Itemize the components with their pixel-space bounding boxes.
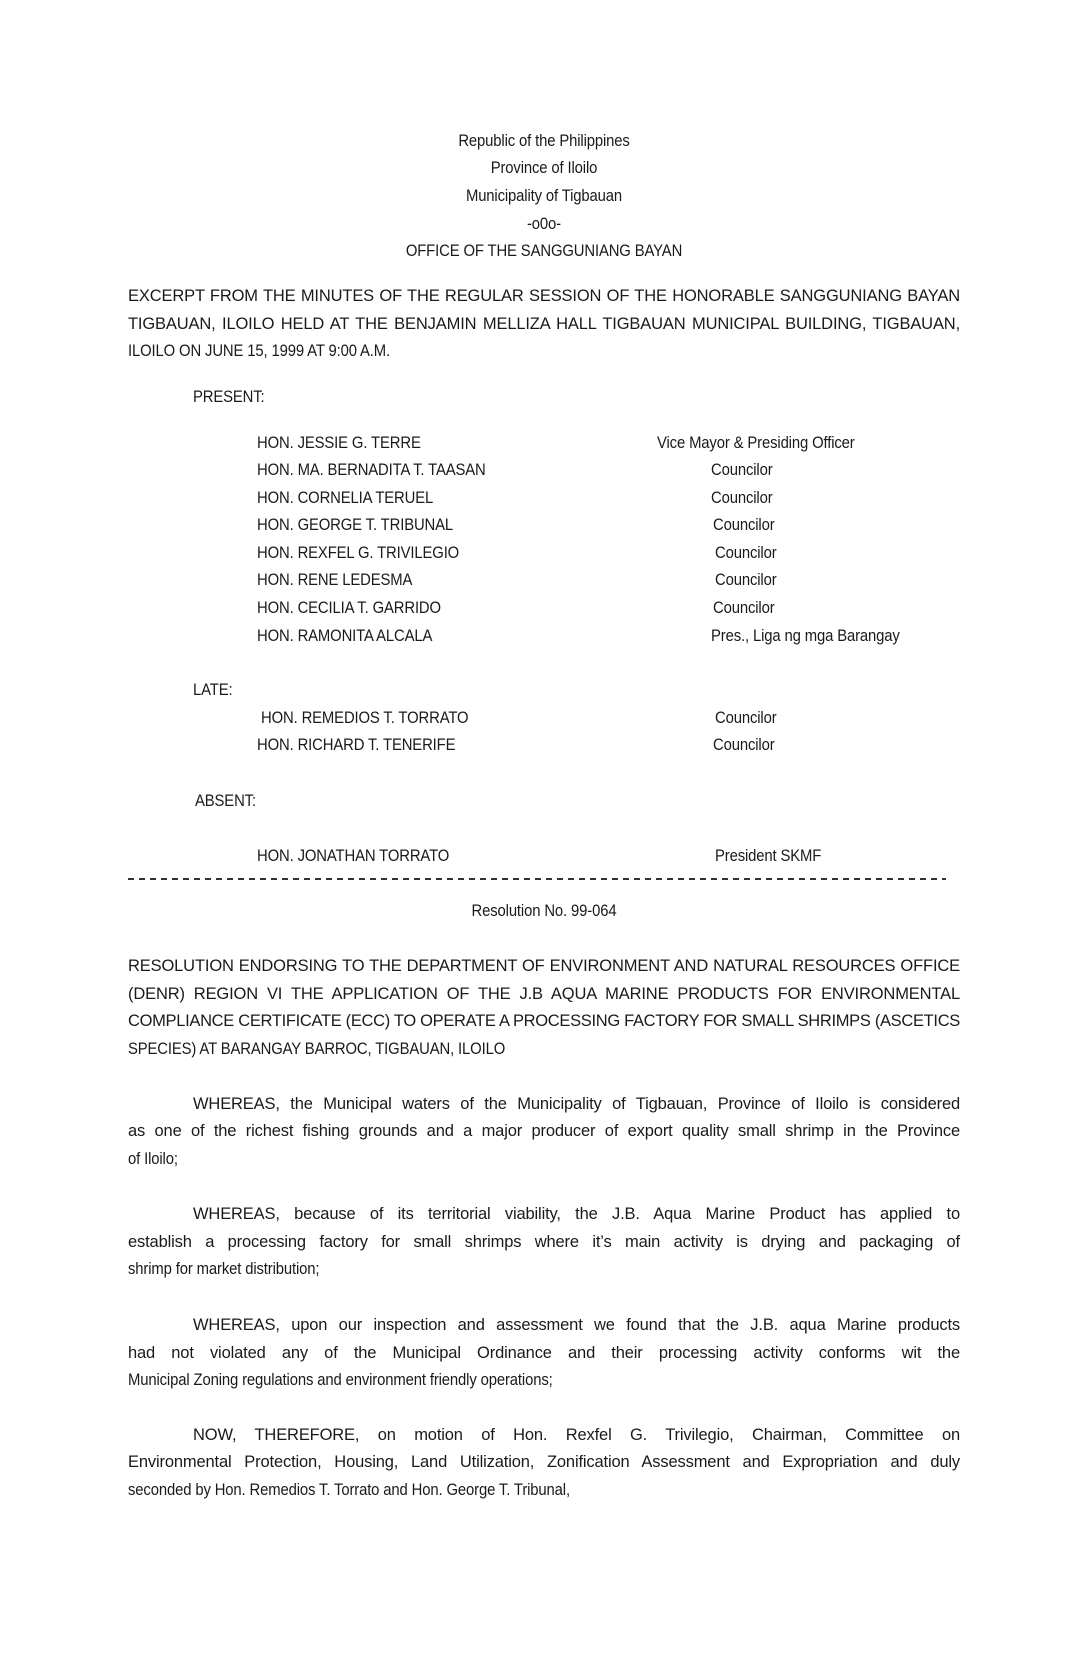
attendee-role: Councilor <box>715 709 777 727</box>
resolution-title-line: (DENR) REGION VI THE APPLICATION OF THE J.B AQUA MARINE PRODUCTS FOR ENVIRONMENTAL <box>128 985 960 1003</box>
excerpt-line-1: EXCERPT FROM THE MINUTES OF THE REGULAR SESSION OF THE HONORABLE SANGGUNIANG BAYAN <box>128 287 960 305</box>
header-office: OFFICE OF THE SANGGUNIANG BAYAN <box>405 242 683 260</box>
whereas-3-line: WHEREAS, upon our inspection and assessment we found that the J.B. aqua Marine products <box>193 1316 960 1334</box>
attendee-role: President SKMF <box>715 847 822 865</box>
attendee-role: Councilor <box>711 461 773 479</box>
attendee-role: Vice Mayor & Presiding Officer <box>657 434 855 452</box>
whereas-1-line: as one of the richest fishing grounds and a major producer of export quality small shrimp in the Province <box>128 1122 960 1140</box>
absent-label: ABSENT: <box>195 792 256 810</box>
attendee-role: Councilor <box>715 571 777 589</box>
dashed-separator <box>128 878 946 880</box>
whereas-3-line: had not violated any of the Municipal Ordinance and their processing activity conforms wit the <box>128 1344 960 1362</box>
attendee-name: HON. RENE LEDESMA <box>257 571 413 589</box>
attendee-name: HON. REMEDIOS T. TORRATO <box>261 709 469 727</box>
resolution-title-line: SPECIES) AT BARANGAY BARROC, TIGBAUAN, ILOILO <box>128 1040 506 1058</box>
attendee-role: Councilor <box>711 489 773 507</box>
resolution-title-line: COMPLIANCE CERTIFICATE (ECC) TO OPERATE A PROCESSING FACTORY FOR SMALL SHRIMPS (ASCETICS <box>128 1012 960 1030</box>
header-municipality: Municipality of Tigbauan <box>465 187 623 205</box>
attendee-role: Pres., Liga ng mga Barangay <box>711 627 900 645</box>
late-label: LATE: <box>193 681 233 699</box>
whereas-2-line: shrimp for market distribution; <box>128 1260 320 1278</box>
excerpt-line-2: TIGBAUAN, ILOILO HELD AT THE BENJAMIN MELLIZA HALL TIGBAUAN MUNICIPAL BUILDING, TIGBAUAN, <box>128 315 960 333</box>
now-therefore-line: Environmental Protection, Housing, Land Utilization, Zonification Assessment and Expropriation and duly <box>128 1453 960 1471</box>
header-republic: Republic of the Philippines <box>458 132 630 150</box>
attendee-name: HON. RICHARD T. TENERIFE <box>257 736 456 754</box>
whereas-1-line: WHEREAS, the Municipal waters of the Municipality of Tigbauan, Province of Iloilo is considered <box>193 1095 960 1113</box>
present-label: PRESENT: <box>193 388 265 406</box>
now-therefore-line: seconded by Hon. Remedios T. Torrato and Hon. George T. Tribunal, <box>128 1481 570 1499</box>
attendee-name: HON. JONATHAN TORRATO <box>257 847 450 865</box>
header-ornament: -o0o- <box>526 215 562 233</box>
resolution-number: Resolution No. 99-064 <box>471 902 617 920</box>
header-province: Province of Iloilo <box>490 159 598 177</box>
whereas-2-line: establish a processing factory for small shrimps where it’s main activity is drying and packaging of <box>128 1233 960 1251</box>
attendee-role: Councilor <box>713 599 775 617</box>
attendee-name: HON. RAMONITA ALCALA <box>257 627 433 645</box>
excerpt-line-3: ILOILO ON JUNE 15, 1999 AT 9:00 A.M. <box>128 342 391 360</box>
attendee-name: HON. REXFEL G. TRIVILEGIO <box>257 544 460 562</box>
resolution-title-line: RESOLUTION ENDORSING TO THE DEPARTMENT OF ENVIRONMENT AND NATURAL RESOURCES OFFICE <box>128 957 960 975</box>
whereas-2-line: WHEREAS, because of its territorial viability, the J.B. Aqua Marine Product has applied to <box>193 1205 960 1223</box>
attendee-role: Councilor <box>713 736 775 754</box>
attendee-role: Councilor <box>713 516 775 534</box>
now-therefore-line: NOW, THEREFORE, on motion of Hon. Rexfel G. Trivilegio, Chairman, Committee on <box>193 1426 960 1444</box>
attendee-name: HON. GEORGE T. TRIBUNAL <box>257 516 454 534</box>
attendee-name: HON. CECILIA T. GARRIDO <box>257 599 441 617</box>
whereas-3-line: Municipal Zoning regulations and environment friendly operations; <box>128 1371 553 1389</box>
attendee-role: Councilor <box>715 544 777 562</box>
attendee-name: HON. MA. BERNADITA T. TAASAN <box>257 461 486 479</box>
attendee-name: HON. CORNELIA TERUEL <box>257 489 434 507</box>
whereas-1-line: of Iloilo; <box>128 1150 178 1168</box>
attendee-name: HON. JESSIE G. TERRE <box>257 434 421 452</box>
